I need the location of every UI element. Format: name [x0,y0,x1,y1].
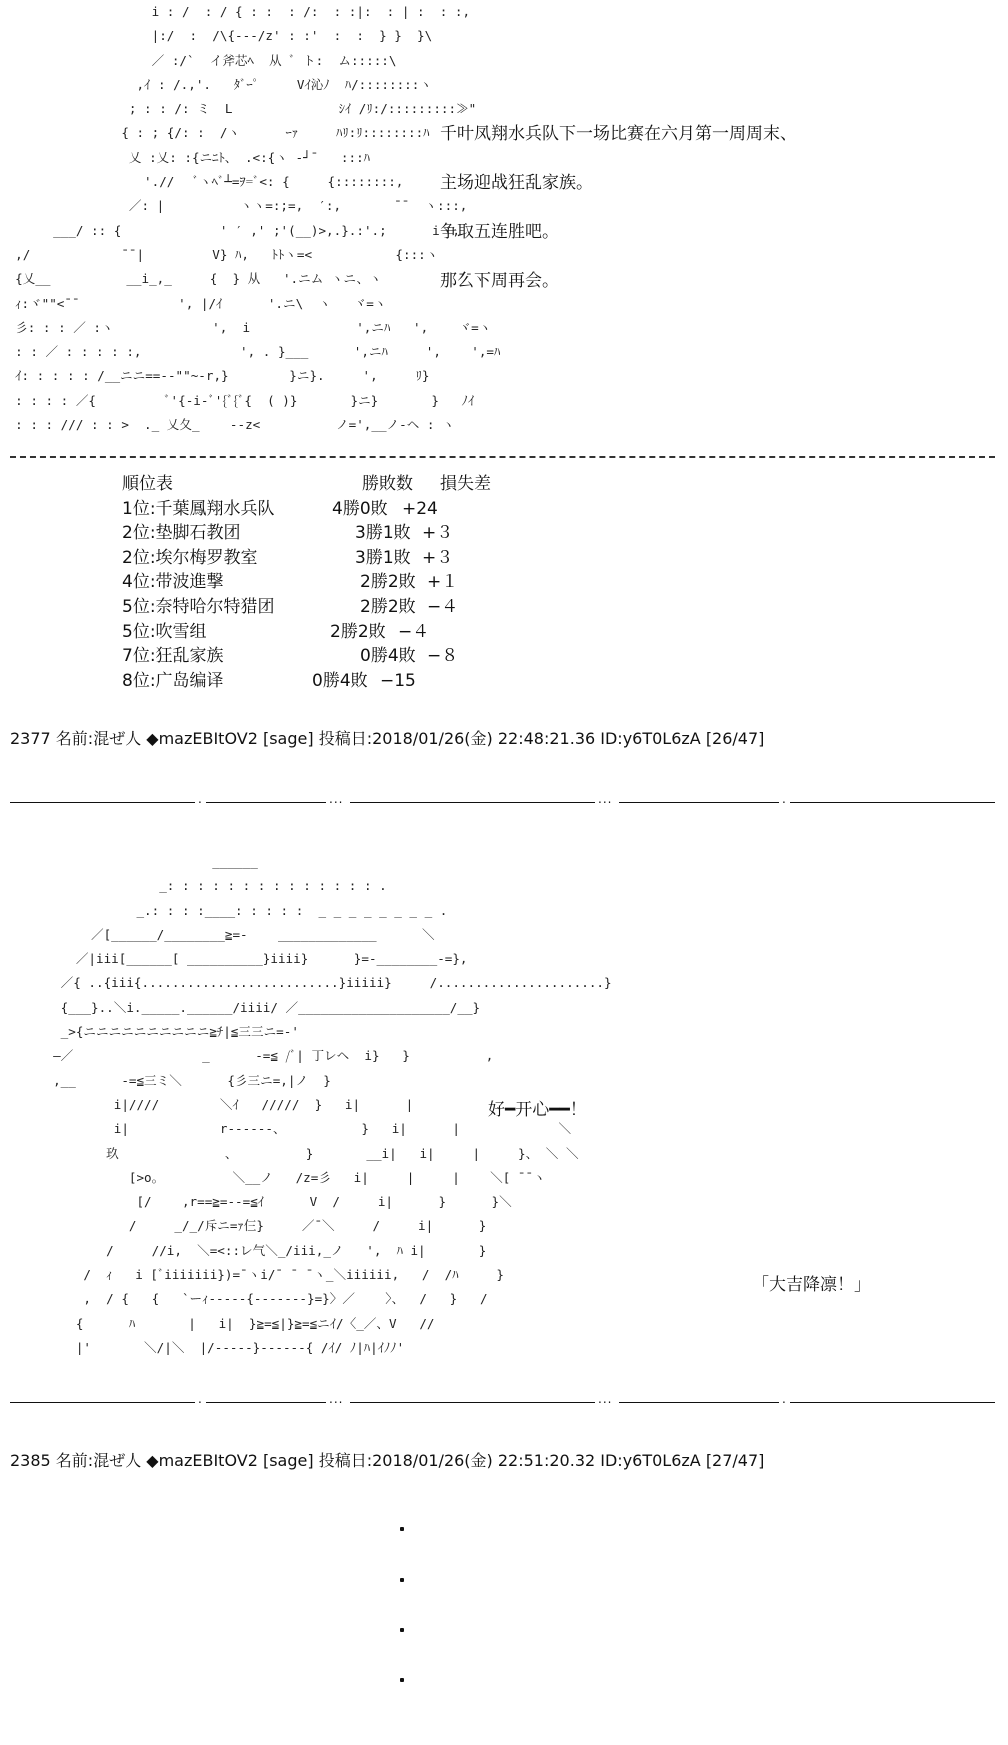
team-rank: 8位:广岛编译 [122,670,224,691]
section-separator: . ... ... . [10,796,995,808]
team-record: 0勝4敗 [360,646,416,667]
team-diff: +１ [427,572,459,593]
speech-text: 好━开心━━！ [488,1100,587,1120]
team-rank: 5位:吹雪组 [122,621,207,642]
dialogue-block [440,122,797,318]
team-record: 3勝1敗 [355,523,411,544]
team-record: 2勝2敗 [330,621,386,642]
ellipsis-dot [400,1578,404,1582]
quote-text: 「大吉降凛！」 [752,1275,871,1295]
team-record: 0勝4敗 [312,670,368,691]
team-diff: +３ [422,523,454,544]
ellipsis-dot [400,1678,404,1682]
team-rank: 5位:奈特哈尔特猎团 [122,596,275,617]
team-rank: 2位:埃尔梅罗教室 [122,547,258,568]
diff-header: 損失差 [440,474,491,494]
record-header: 勝敗数 [362,474,413,494]
team-diff: +３ [422,547,454,568]
team-diff: −８ [427,646,459,667]
ellipsis-dot [400,1628,404,1632]
team-record: 3勝1敗 [355,547,411,568]
team-record: 2勝2敗 [360,572,416,593]
team-diff: −15 [380,670,416,691]
dialogue-line: 争取五连胜吧。 [440,222,559,242]
dashed-divider [10,456,995,458]
team-diff: −４ [427,596,459,617]
ascii-art-character-1: i : / : / { : : : /: : :|: : | : : :, |:/ : /\{---/z' : :' : : } } }\ ／ :/` イ斧芯ﾍ 从 ﾞ ト: ム:::::\ ,ｲ : /.,'. ﾀﾞｰﾟ Vｲ沁ﾉ ﾊ/::::::::ヽ ; : : /: ミ L ｼｲ /ﾘ:/:::::::::≫" { : ; {/: : /ヽ ｰｧ ﾊﾘ:ﾘ::::::::ﾊ 乂 :乂: :{ニﾆﾄ、 .<:{ヽ ‐┘¯ :::ﾊ '.// ﾞヽﾍﾞ┴=ｦ=ﾞ<: { {::::::::, ／: | ヽヽ=:;=, ′:, ¯¯ ヽ:::, ___/ :: { ' ′ ,' ;'(__)>,.}.:'.; iヾ, ,/ ¯¯| V} ﾊ, ﾄﾄヽ=< {:::ヽ {乂__ __i_,_ { } 从 '.ニム ヽニ、ヽ ¯¯ヽ ｨ:ヾ""<¯¯ ', |/ｲ '.ニ\ ヽ ヾ=ヽ 彡: : : ／ :ヽ ', i ',ニﾊ ', ヾ=ヽ : : ／ : : : : :, ', . }___ ',ニﾊ ', ',=ﾊ ｲ: : : : : /__ニニ==--""~‐r,} }ニ}. ', ﾘ} : : : : ／{ ﾞ'{-i-ﾞ'{ﾞ{ﾞ{ ( )} }ニ} } ﾉｲ : : : /// : : > ._ 乂夂_ --z< ノ=',__ノ-ヘ : ヽ [15,4,501,433]
team-record: 4勝0敗 [332,498,388,519]
ellipsis-dot [400,1527,404,1531]
team-rank: 2位:垫脚石教团 [122,523,241,544]
team-diff: −４ [398,621,430,642]
team-diff: +24 [402,498,438,519]
team-rank: 1位:千葉鳳翔水兵队 [122,498,275,519]
team-rank: 7位:狂乱家族 [122,646,224,667]
post-meta: 2377 名前:混ぜ人 ◆mazEBItOV2 [sage] 投稿日:2018/01/26(金) 22:48:21.36 ID:y6T0L6zA [26/47] [10,729,765,748]
ranking-title: 順位表 [122,474,173,494]
dialogue-line: 那么下周再会。 [440,271,559,291]
team-rank: 4位:带波進撃 [122,572,224,593]
dialogue-line: 千叶凤翔水兵队下一场比赛在六月第一周周末、 [440,124,797,144]
ascii-art-character-2: ______ _: : : : : : : : : : : : : : . _.: : : :____: : : : : _ _ _ _ _ _ _ _ . ／[______/________≧=- _____________ ＼ ／|iii[______[ __________}iiii} }=-________-=}, ／{ ..{iii{..........................}iiiii} /......................} {___}..＼i._____.______/iiii/ ／____________________/__} _>{ニニニニニニニニニニ≧ﾁ|≦三三ニ=-' ―／ _ -=≦ /ﾞ| 丁レヘ i} } , ,__ -=≦三ミ＼ {彡三ニ=,|ノ } i|//// ＼ｲ ///// } i| | 、 i| r------、 } i| | ＼ 玖 、 } __i| i| | }、 ＼ ＼ [>o。 ＼__ノ /z=彡 i| | | ＼[ ¯¯ヽ [/ ,r==≧=--=≦ｲ V / i| } }＼ / _/_/斥ニ=ｧ仨} ／¯＼ / i| } / //i, ＼=<::レ气＼_/iii,_ノ ', ﾊ i| } / ｨ i [ﾞiiiiiii})=¯ヽi/¯ ¯ ¯ヽ_＼iiiiii, / /ﾊ } , / { { `ーｨ-----{-------}=}〉／ 〉、 / } / { ﾊ | i| }≧=≦|}≧=≦ニｲ/〈_／、V // |' ＼/|＼ |/-----}------{ /ｲ/ ﾉ|ﾊ|ｲﾉﾉ' [53,854,612,1355]
dialogue-line: 主场迎战狂乱家族。 [440,173,593,193]
section-separator: . ... ... . [10,1396,995,1408]
post-meta: 2385 名前:混ぜ人 ◆mazEBItOV2 [sage] 投稿日:2018/01/26(金) 22:51:20.32 ID:y6T0L6zA [27/47] [10,1451,765,1470]
team-record: 2勝2敗 [360,596,416,617]
